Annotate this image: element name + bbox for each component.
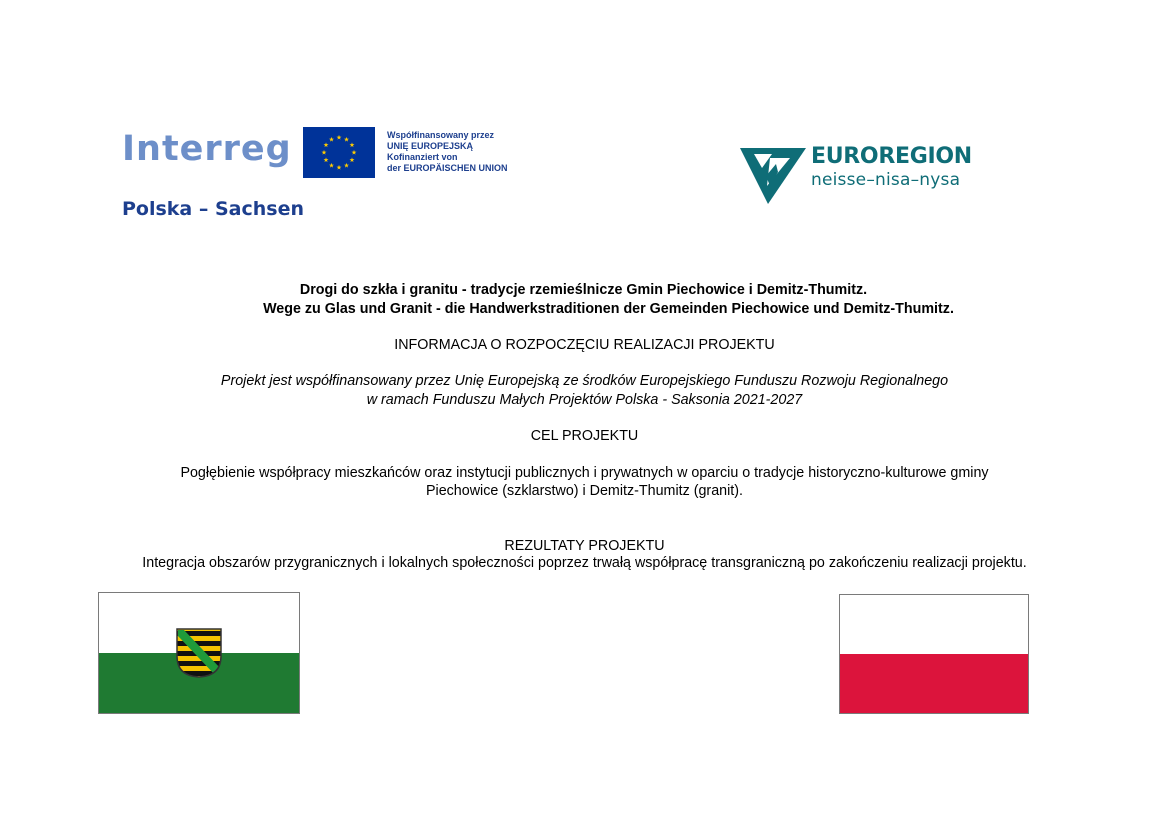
poland-flag [839, 594, 1029, 714]
flag-stripe-white [840, 595, 1028, 654]
eu-star-icon [329, 137, 334, 142]
goal-heading: CEL PROJEKTU [530, 428, 639, 444]
interreg-logo-word: Interreg [122, 129, 292, 169]
eu-star-icon [352, 150, 357, 155]
eu-star-icon [322, 150, 327, 155]
goal-line-1: Pogłębienie współpracy mieszkańców oraz instytucji publicznych i prywatnych w oparciu o tradycje historyczno-kulturowe gminy [180, 465, 989, 481]
eu-text-line: der EUROPÄISCHEN UNION [387, 163, 508, 173]
eu-cofinancing-text [387, 130, 508, 174]
saxony-coat-of-arms-icon [176, 628, 222, 678]
results-heading: REZULTATY PROJEKTU [504, 538, 665, 554]
title-german: Wege zu Glas und Granit - die Handwerkstraditionen der Gemeinden Piechowice und Demitz-Thumitz. [263, 301, 954, 317]
eu-flag-icon [303, 127, 375, 178]
eu-star-icon [350, 142, 355, 147]
goal-line-2: Piechowice (szklarstwo) i Demitz-Thumitz (granit). [426, 483, 743, 499]
eu-star-icon [344, 137, 349, 142]
euroregion-title: EUROREGION [811, 144, 972, 169]
info-heading: INFORMACJA O ROZPOCZĘCIU REALIZACJI PROJEKTU [394, 337, 775, 353]
eu-star-icon [337, 165, 342, 170]
euroregion-logo-icon [740, 146, 808, 206]
eu-text-line: Współfinansowany przez [387, 130, 495, 140]
saxony-flag [98, 592, 300, 714]
results-line: Integracja obszarów przygranicznych i lokalnych społeczności poprzez trwałą współpracę transgraniczną po zakończeniu realizacji projektu. [142, 555, 1027, 571]
eu-star-icon [344, 163, 349, 168]
flag-stripe-red [840, 654, 1028, 713]
title-polish: Drogi do szkła i granitu - tradycje rzemieślnicze Gmin Piechowice i Demitz-Thumitz. [299, 282, 868, 298]
eu-star-icon [337, 135, 342, 140]
eu-star-icon [324, 157, 329, 162]
funding-line-1: Projekt jest współfinansowany przez Unię Europejską ze środków Europejskiego Funduszu Rozwoju Regionalnego [220, 373, 949, 389]
eu-star-icon [324, 142, 329, 147]
eu-text-line: Kofinanziert von [387, 152, 458, 162]
eu-star-icon [329, 163, 334, 168]
funding-line-2: w ramach Funduszu Małych Projektów Polska - Saksonia 2021-2027 [366, 392, 803, 408]
eu-star-icon [350, 157, 355, 162]
euroregion-subtitle: neisse–nisa–nysa [811, 170, 961, 190]
eu-text-line: UNIĘ EUROPEJSKĄ [387, 141, 474, 151]
interreg-region-label: Polska – Sachsen [122, 198, 305, 220]
